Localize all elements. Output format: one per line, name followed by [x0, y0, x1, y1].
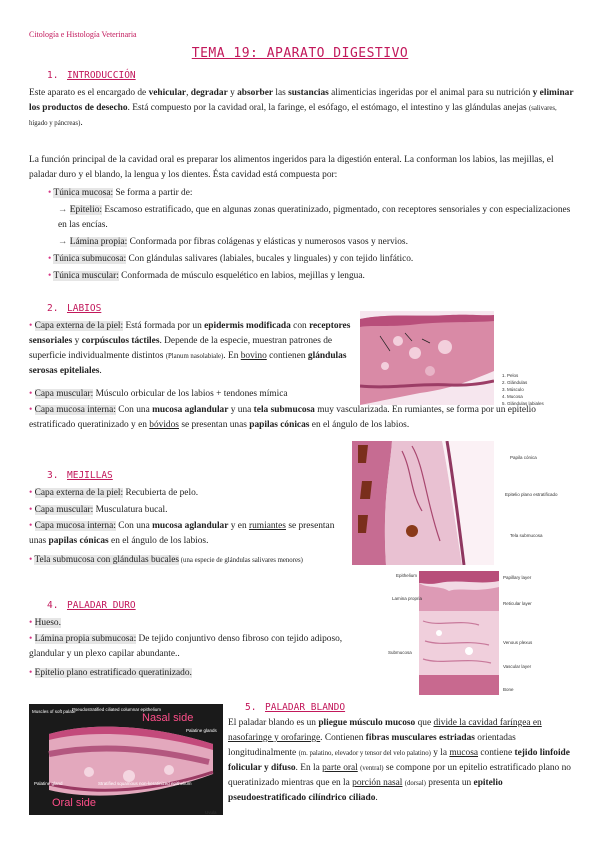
- paladar-duro-label-lamina: Lamina propria: [392, 596, 423, 601]
- paladar-blando-label-palatine-gland: Palatine gland: [34, 781, 63, 786]
- bullet-tunica-submucosa: • Túnica submucosa: Con glándulas salivares (labiales, bucales y linguales) y con tejido linfático.: [48, 254, 414, 264]
- paladar-duro-bullet-epitelio: • Epitelio plano estratificado queratinizado.: [29, 668, 192, 678]
- paladar-blando-label-pseudostratified: Pseudostratified ciliated columnar epithelium: [72, 707, 162, 712]
- paladar-duro-label-vascular: Vascular layer: [503, 664, 532, 669]
- paladar-blando-label-uvula: Uvula: [205, 810, 217, 815]
- paladar-duro-label-venous: Venous plexus: [503, 640, 533, 645]
- arrow-epitelio: → Epitelio: Escamoso estratificado, que en algunas zonas queratinizado, pigmentado, con receptores sensoriales y con especializaciones en las encías.: [58, 205, 571, 230]
- mejillas-bullet-mucosa: • Capa mucosa interna: Con una mucosa aglandular y en rumiantes se presentan unas papilas cónicas en el ángulo de los labios.: [29, 521, 335, 546]
- mejillas-histology-image: [352, 441, 494, 565]
- section-heading-paladar-blando: 5. PALADAR BLANDO: [245, 702, 346, 713]
- section-label: INTRODUCCIÓN: [67, 70, 136, 81]
- paladar-duro-histology-image: [419, 571, 499, 695]
- paladar-blando-label-stratified: Stratified squamous non-keratinized epithelium: [98, 781, 192, 786]
- mejillas-bullet-submucosa: • Tela submucosa con glándulas bucales (una especie de glándulas salivares menores): [29, 555, 303, 565]
- labios-bullet-mucosa: • Capa mucosa interna: Con una mucosa aglandular y una tela submucosa muy vascularizada. En rumiantes, se forma por un epitelio estratificado queratinizado y en bóvidos se presentan unas papilas cónicas en el ángulo de los labios.: [29, 405, 536, 430]
- section-heading-introduccion: [47, 70, 136, 81]
- mejillas-bullet-muscular: • Capa muscular: Musculatura bucal.: [29, 505, 168, 515]
- mejillas-label-submucosa: Tela submucosa: [510, 533, 543, 538]
- paladar-duro-bullet-hueso: • Hueso.: [29, 618, 61, 628]
- section-heading-paladar-duro: 4. PALADAR DURO: [47, 600, 136, 611]
- mejillas-label-papila: Papila cónica: [510, 455, 537, 460]
- mejillas-bullet-piel: • Capa externa de la piel: Recubierta de pelo.: [29, 488, 199, 498]
- intro-paragraph-1: Este aparato es el encargado de vehicular, degradar y absorber las sustancias alimenticias ingeridas por el animal para su nutrición y eliminar los productos de desecho. Está compuesto por la cavidad oral, la faringe, el esófago, el estómago, el intestino y las glándulas anejas (salivares, hígado y páncreas).: [29, 88, 574, 128]
- section-heading-labios: 2. LABIOS: [47, 303, 102, 314]
- paladar-duro-label-epithelium: Epithelium: [396, 573, 418, 578]
- bullet-tunica-mucosa: • Túnica mucosa: Se forma a partir de:: [48, 188, 193, 198]
- paladar-blando-label-oral: Oral side: [52, 797, 97, 809]
- paladar-duro-label-papillary: Papillary layer: [503, 575, 532, 580]
- paladar-blando-label-palatine-glands: Palatine glands: [186, 728, 217, 733]
- bullet-tunica-muscular: • Túnica muscular: Conformada de músculo esquelético en labios, mejillas y lengua.: [48, 271, 365, 281]
- paladar-blando-paragraph: El paladar blando es un pliegue músculo mucoso que divide la cavidad faríngea en nasofaringe y orofaringe. Contienen fibras musculares estriadas orientadas longitudinalmente (m. palatino, elevador y tensor del velo palatino) y la mucosa contiene tejido linfoide folicular y difuso. En la parte oral (ventral) se compone por un epitelio estratificado plano no queratinizado mientras que en la porción nasal (dorsal) presenta un epitelio pseudoestratificado cilíndrico ciliado.: [228, 718, 571, 803]
- labios-bullet-muscular: • Capa muscular: Músculo orbicular de los labios + tendones mímica: [29, 389, 288, 399]
- labios-histology-image: [360, 311, 494, 405]
- paladar-duro-label-bone: Bone: [503, 687, 514, 692]
- section-heading-mejillas: 3. MEJILLAS: [47, 470, 113, 481]
- intro-paragraph-2: La función principal de la cavidad oral es preparar los alimentos ingeridos para la digestión enteral. La conforman los labios, las mejillas, el paladar duro y el blando, la lengua y los dientes. Ésta cavidad está compuesta por:: [29, 155, 554, 180]
- paladar-blando-label-muscles: Muscles of soft palate: [32, 709, 76, 714]
- running-header: Citología e Histología Veterinaria: [29, 30, 137, 39]
- page-title: TEMA 19: APARATO DIGESTIVO: [191, 46, 409, 61]
- paladar-duro-bullet-lamina: • Lámina propia submucosa: De tejido conjuntivo denso fibroso con tejido adiposo, glandular y un plexo capilar abundante..: [29, 634, 343, 659]
- labios-figure-legend: 1. Pelos 2. Glándulas 3. Músculo 4. Mucosa 5. Glándulas labiales: [502, 373, 544, 406]
- mejillas-label-epitelio: Epitelio plano estratificado: [505, 492, 558, 497]
- paladar-duro-label-reticular: Reticular layer: [503, 601, 532, 606]
- paladar-blando-label-nasal: Nasal side: [142, 712, 194, 724]
- arrow-lamina-propia: → Lámina propia: Conformada por fibras colágenas y elásticas y numerosos vasos y nervios.: [58, 237, 408, 247]
- paladar-duro-label-submucosa: Submucosa: [388, 650, 412, 655]
- labios-bullet-piel: • Capa externa de la piel: Está formada por un epidermis modificada con receptores sensoriales y corpúsculos táctiles. Depende de la especie, muestran patrones de superficie individualmente distintos (Planum nasolabiale). En bovino contienen glándulas serosas epiteliales.: [29, 321, 351, 376]
- section-number: 1.: [47, 70, 59, 81]
